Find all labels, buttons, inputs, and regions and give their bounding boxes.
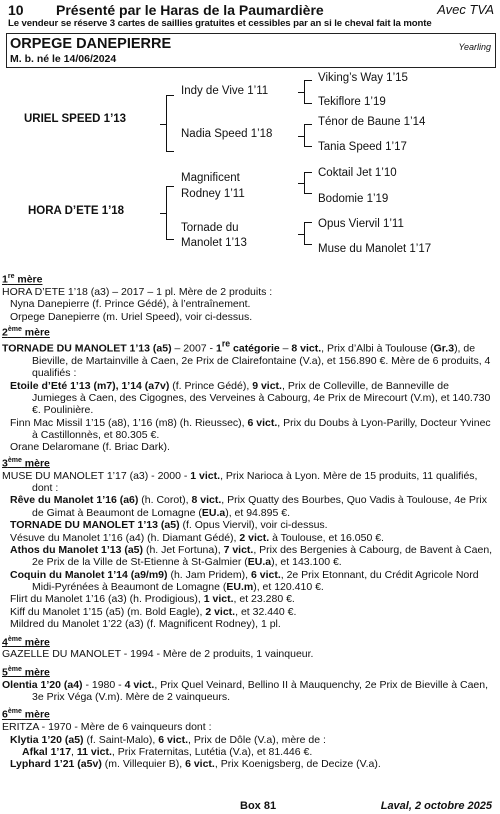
- dam-entry: HORA D’ETE 1’18 (a3) – 2017 – 1 pl. Mère de 2 produits :: [2, 285, 273, 298]
- text: Kiff du Manolet 1’15 (a5) (m. Bold Eagle),: [10, 605, 206, 618]
- sire-sire: Indy de Vive 1’11: [181, 85, 269, 97]
- title-word: mère: [14, 273, 43, 286]
- text: Finn Mac Missil 1’15 (a8), 1’16 (m8) (h. Rieussec),: [10, 416, 248, 429]
- vat-note: Avec TVA: [437, 2, 494, 17]
- dam: HORA D’ETE 1’18: [28, 205, 125, 217]
- dam-sire-line1: Magnificent: [181, 172, 240, 184]
- dam-sire-line2: Rodney 1’11: [181, 188, 245, 200]
- wins: 8 vict.: [291, 342, 322, 355]
- ss-sire: Viking’s Way 1’15: [318, 72, 408, 84]
- ds-sire: Coktail Jet 1’10: [318, 167, 397, 179]
- text-sup: re: [221, 338, 231, 349]
- fourth-dam-section: [2, 636, 496, 661]
- section-title: [2, 273, 496, 286]
- text: (h. Corot),: [138, 494, 192, 507]
- race-code: EU.a: [247, 556, 272, 569]
- text: ,: [71, 746, 77, 758]
- text: à Toulouse, et 16.050 €.: [269, 531, 384, 544]
- text: - 1980 -: [82, 678, 125, 691]
- text: (h. Jet Fortuna),: [143, 543, 224, 556]
- text: , Prix Fraternitas, Lutétia (V.a), et 81.446 €.: [111, 746, 313, 758]
- text: , Prix de Dôle (V.a), mère de :: [188, 733, 326, 746]
- text: (f. Opus Viervil), voir ci-dessus.: [179, 519, 328, 532]
- title-num: 1: [2, 273, 8, 286]
- dd-sire: Opus Viervil 1’11: [318, 218, 404, 230]
- horse-name: TORNADE DU MANOLET 1’13 (a5): [2, 342, 172, 355]
- text-bold: 1: [215, 342, 222, 355]
- wins: 7 vict.: [223, 543, 254, 556]
- third-dam-section: [2, 457, 496, 631]
- text: , Prix des Bergenies à Cabourg, de Bavent à Caen, 2e Prix de la Ville de St-Etienne à St-Galmier (: [32, 543, 493, 569]
- text: – 2007 -: [171, 342, 216, 355]
- dam-entry: GAZELLE DU MANOLET - 1994 - Mère de 2 produits, 1 vainqueur.: [2, 648, 314, 661]
- horse-name: Etoile d’Eté 1’13 (m7), 1’14 (a7v): [10, 379, 170, 392]
- text: ), et 94.895 €.: [225, 506, 290, 519]
- sire-brace: [166, 95, 174, 152]
- horse-name: Afkal 1’17: [22, 746, 72, 758]
- dam-dam-line1: Tornade du: [181, 222, 239, 234]
- produce-entry: [2, 746, 496, 758]
- wins: 11 vict.: [76, 746, 112, 758]
- title-num: 6: [2, 708, 8, 721]
- wins: 4 vict.: [124, 678, 155, 691]
- section-title: [2, 708, 496, 721]
- sale-date: Laval, 2 octobre 2025: [380, 800, 492, 812]
- wins: 8 vict.: [191, 494, 222, 507]
- birth-line: M. b. né le 14/06/2024: [10, 53, 117, 65]
- horse-name: Coquin du Manolet 1’14 (a9/m9): [10, 568, 168, 581]
- horse-name: Rêve du Manolet 1’16 (a6): [10, 494, 139, 507]
- text: MUSE DU MANOLET 1’17 (a3) - 2000 -: [2, 469, 191, 482]
- wins: 1 vict.: [203, 593, 234, 606]
- wins: 6 vict.: [250, 568, 281, 581]
- sixth-dam-section: [2, 708, 496, 770]
- ss-brace: [304, 80, 312, 104]
- title-num: 3: [2, 457, 8, 470]
- text: Flirt du Manolet 1’16 (a3) (h. Prodigious),: [10, 593, 204, 606]
- title-num: 4: [2, 636, 8, 648]
- box-number: Box 81: [240, 800, 277, 812]
- text: (m. Villequier B),: [101, 758, 186, 771]
- section-title: [2, 666, 496, 679]
- text: ), et 143.100 €.: [271, 556, 342, 569]
- text: , et 23.280 €.: [233, 593, 295, 606]
- horse-category: Yearling: [458, 42, 491, 52]
- dam-entry: [2, 679, 496, 704]
- first-dam-section: [2, 273, 496, 323]
- dam-entry: ERITZA - 1970 - Mère de 6 vainqueurs dont :: [2, 721, 212, 734]
- dam-line-body: [2, 270, 496, 771]
- produce-entry: [2, 417, 496, 442]
- sd-sire: Ténor de Baune 1’14: [318, 116, 426, 128]
- title-num: 2: [2, 326, 8, 339]
- section-title: [2, 457, 496, 470]
- dam-entry: [2, 339, 496, 380]
- title-word: mère: [21, 708, 50, 721]
- wins: 2 vict.: [205, 605, 236, 618]
- produce-entry: Orpege Danepierre (m. Uriel Speed), voir ci-dessus.: [10, 310, 253, 323]
- produce-entry: [2, 758, 496, 770]
- horse-name: Lyphard 1’21 (a5v): [10, 758, 102, 771]
- produce-entry: [2, 734, 496, 746]
- text: , Prix d’Albi à Toulouse (: [321, 342, 434, 355]
- ss-dam: Tekiflore 1’19: [318, 96, 386, 108]
- title-sup: ème: [7, 708, 22, 716]
- title-word: mère: [21, 326, 50, 339]
- horse-name: Klytia 1’20 (a5): [10, 733, 84, 746]
- group: Gr.3: [433, 342, 455, 355]
- produce-entry: [2, 593, 496, 605]
- produce-entry: Orane Delaromane (f. Briac Dark).: [10, 441, 170, 454]
- dd-dam: Muse du Manolet 1’17: [318, 243, 432, 255]
- dam-dam-line2: Manolet 1’13: [181, 237, 247, 249]
- produce-entry: [2, 569, 496, 594]
- title-word: mère: [21, 636, 50, 648]
- page-footer: [0, 800, 496, 813]
- text: , et 32.440 €.: [235, 605, 297, 618]
- text: (f. Prince Gédé),: [169, 379, 253, 392]
- title-sup: ème: [7, 635, 22, 643]
- dam-entry: [2, 470, 496, 495]
- section-title: [2, 326, 496, 339]
- horse-name: Olentia 1’20 (a4): [2, 678, 83, 691]
- section-title: [2, 636, 496, 649]
- produce-entry: [2, 606, 496, 618]
- sire-dam: Nadia Speed 1’18: [181, 128, 273, 140]
- ds-brace: [304, 172, 312, 194]
- text: , Prix Quatty des Bourbes, Quo Vadis à Toulouse, 4e Prix de Gimat à Beaumont de Lomagne (: [32, 494, 488, 519]
- produce-entry: [2, 519, 496, 531]
- text: (h. Jam Pridem),: [167, 568, 251, 581]
- dd-brace: [304, 222, 312, 245]
- consignor-line: Présenté par le Haras de la Paumardière: [56, 2, 324, 18]
- text: , Prix du Doubs à Lyon-Parilly, Docteur Yvinec à Castillonnès, et 80.305 €.: [32, 416, 491, 441]
- wins: 9 vict.: [252, 379, 282, 392]
- sd-brace: [304, 124, 312, 147]
- title-sup: re: [7, 273, 15, 280]
- horse-title-box: [6, 33, 496, 68]
- second-dam-section: [2, 326, 496, 454]
- text: , Prix de Colleville, de Banneville de Jumieges à Caen, des Cigognes, des Verveines à Cabourg, 4e Prix de Mirecourt (V.m), et 140.730 €. Poulinière.: [32, 379, 491, 417]
- fifth-dam-section: [2, 666, 496, 704]
- horse-name: TORNADE DU MANOLET 1’13 (a5): [10, 519, 180, 532]
- race-code: EU.a: [201, 506, 226, 519]
- sd-dam: Tania Speed 1’17: [318, 141, 407, 153]
- text: , Prix Narioca à Lyon. Mère de 15 produits, 11 qualifiés, dont :: [32, 469, 478, 494]
- title-word: mère: [21, 666, 50, 679]
- wins: 2 vict.: [239, 531, 270, 544]
- produce-entry: Nyna Danepierre (f. Prince Gédé), à l’entraînement.: [10, 298, 251, 311]
- title-sup: ème: [7, 665, 22, 673]
- text: , 2e Prix Etonnant, du Crédit Agricole Nord Midi-Pyrénées à Beaumont de Lomagne (: [32, 568, 479, 593]
- produce-entry: Mildred du Manolet 1’22 (a3) (f. Magnificent Rodney), 1 pl.: [10, 618, 281, 631]
- horse-name: ORPEGE DANEPIERRE: [10, 36, 172, 52]
- produce-entry: [2, 494, 496, 519]
- text: (f. Saint-Malo),: [83, 733, 159, 746]
- text-bold: catégorie: [230, 342, 280, 355]
- text: ), de Bieville, de Martainville à Caen, 2e Prix de Clairefontaine (V.a), et 156.890 €. Mère de 6 produits, 4 qualifiés :: [32, 342, 491, 380]
- wins: 6 vict.: [185, 758, 215, 771]
- title-sup: ème: [7, 456, 22, 464]
- sale-header: [4, 2, 496, 29]
- text: Vésuve du Manolet 1’16 (a4) (h. Diamant Gédé),: [10, 531, 240, 544]
- seller-note: Le vendeur se réserve 3 cartes de saillies gratuites et cessibles par an si le cheval fait la monte: [8, 18, 432, 29]
- dam-brace: [166, 186, 174, 240]
- race-code: EU.m: [226, 581, 254, 593]
- wins: 1 vict.: [190, 469, 221, 482]
- text: –: [279, 342, 292, 355]
- produce-entry: [2, 544, 496, 569]
- text: , Prix Quel Veinard, Bellino II à Mauquenchy, 2e Prix de Bieville à Caen, 3e Prix Véga (V.m). Mère de 2 vainqueurs.: [32, 678, 489, 703]
- lot-number: 10: [8, 2, 24, 18]
- wins: 6 vict.: [158, 733, 189, 746]
- produce-entry: [2, 532, 496, 544]
- sire: URIEL SPEED 1’13: [24, 113, 127, 125]
- horse-name: Athos du Manolet 1’13 (a5): [10, 543, 144, 556]
- pedigree: [0, 68, 500, 260]
- text: ), et 120.410 €.: [253, 581, 324, 593]
- text: , Prix Koenigsberg, de Decize (V.a).: [214, 758, 381, 771]
- title-sup: ème: [7, 326, 22, 333]
- ds-dam: Bodomie 1’19: [318, 193, 389, 205]
- title-word: mère: [21, 457, 50, 470]
- wins: 6 vict.: [247, 416, 278, 429]
- title-num: 5: [2, 666, 8, 679]
- produce-entry: [2, 380, 496, 417]
